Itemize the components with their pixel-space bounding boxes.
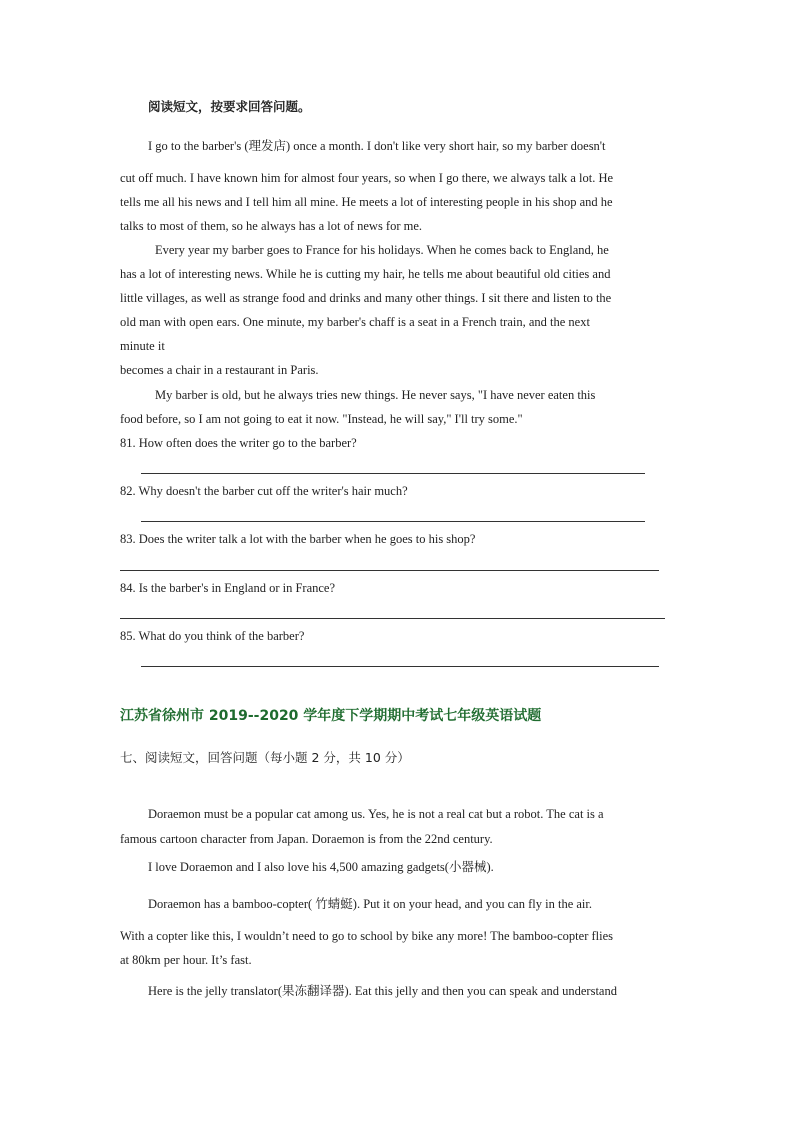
- question-81: 81. How often does the writer go to the barber?: [120, 436, 357, 450]
- question-83: 83. Does the writer talk a lot with the barber when he goes to his shop?: [120, 532, 476, 546]
- passage2-line: Doraemon must be a popular cat among us. Yes, he is not a real cat but a robot. The cat is a: [148, 807, 604, 821]
- question-85: 85. What do you think of the barber?: [120, 629, 305, 643]
- passage2-line: at 80km per hour. It’s fast.: [120, 953, 252, 967]
- passage1-line: I go to the barber's (理发店) once a month. I don't like very short hair, so my barber doesn't: [148, 139, 606, 153]
- answer-line-85[interactable]: [141, 666, 659, 667]
- passage1-line: talks to most of them, so he always has a lot of news for me.: [120, 219, 423, 233]
- passage1-line: becomes a chair in a restaurant in Paris.: [120, 363, 319, 377]
- answer-line-83[interactable]: [120, 570, 659, 571]
- passage1-line: Every year my barber goes to France for his holidays. When he comes back to England, he: [155, 243, 609, 257]
- section2-instruction: 七、阅读短文，回答问题（每小题 2 分，共 10 分）: [120, 750, 410, 765]
- passage1-line: has a lot of interesting news. While he is cutting my hair, he tells me about beautiful old cities and: [120, 267, 611, 281]
- passage1-line: food before, so I am not going to eat it now. "Instead, he will say," I'll try some.": [120, 412, 523, 426]
- passage1-line: little villages, as well as strange food and drinks and many other things. I sit there and listen to the: [120, 291, 612, 305]
- answer-line-81[interactable]: [141, 473, 645, 474]
- section1-instruction: 阅读短文，按要求回答问题。: [148, 99, 311, 114]
- answer-line-84[interactable]: [120, 618, 665, 619]
- question-82: 82. Why doesn't the barber cut off the writer's hair much?: [120, 484, 408, 498]
- passage1-line: My barber is old, but he always tries new things. He never says, "I have never eaten this: [155, 388, 596, 402]
- passage1-line: minute it: [120, 339, 165, 353]
- passage2-line: famous cartoon character from Japan. Doraemon is from the 22nd century.: [120, 832, 493, 846]
- section2-heading: 江苏省徐州市 2019--2020 学年度下学期期中考试七年级英语试题: [120, 708, 542, 724]
- passage2-line: Here is the jelly translator(果冻翻译器). Eat this jelly and then you can speak and understand: [148, 984, 617, 998]
- passage2-line: I love Doraemon and I also love his 4,500 amazing gadgets(小器械).: [148, 860, 494, 874]
- question-84: 84. Is the barber's in England or in France?: [120, 581, 336, 595]
- passage2-line: Doraemon has a bamboo-copter( 竹蜻蜓). Put it on your head, and you can fly in the air.: [148, 897, 592, 911]
- answer-line-82[interactable]: [141, 521, 645, 522]
- passage2-line: With a copter like this, I wouldn’t need to go to school by bike any more! The bamboo-copter flies: [120, 929, 614, 943]
- passage1-line: tells me all his news and I tell him all mine. He meets a lot of interesting people in his shop and he: [120, 195, 613, 209]
- passage1-line: old man with open ears. One minute, my barber's chaff is a seat in a French train, and the next: [120, 315, 590, 329]
- passage1-line: cut off much. I have known him for almost four years, so when I go there, we always talk a lot. He: [120, 171, 614, 185]
